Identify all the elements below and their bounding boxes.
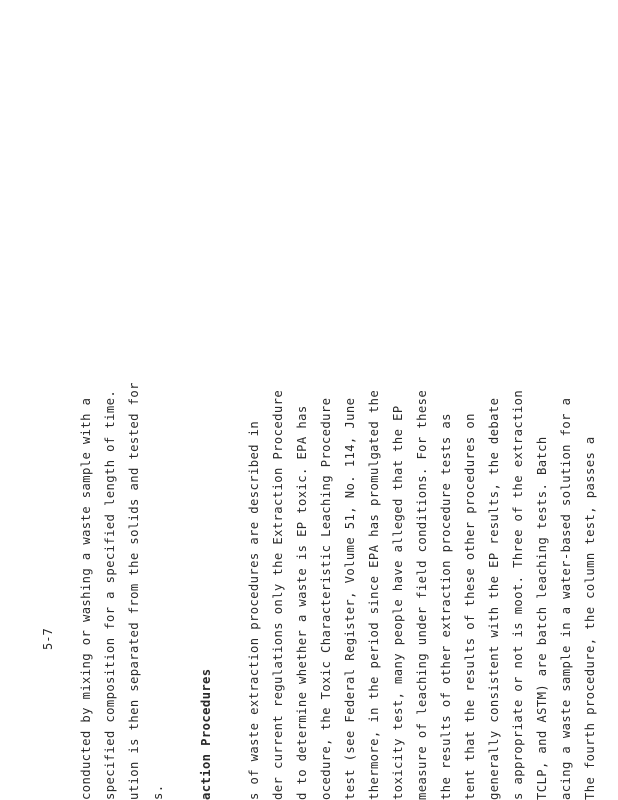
paragraph-1-line-4: s.: [151, 784, 165, 800]
section-heading: action Procedures: [199, 668, 213, 800]
paragraph-2-line-14: acing a waste sample in a water-based solution for a: [559, 397, 573, 800]
paragraph-2-line-10: tent that the results of these other procedures on: [463, 413, 477, 800]
paragraph-2-line-12: s appropriate or not is moot. Three of the extraction: [511, 389, 525, 800]
page-number: 5-7: [41, 628, 55, 650]
paragraph-2-line-6: thermore, in the period since EPA has promulgated the: [367, 389, 381, 800]
paragraph-2-line-7: toxicity test, many people have alleged that the EP: [391, 405, 405, 800]
paragraph-2-line-2: der current regulations only the Extraction Procedure: [271, 389, 285, 800]
paragraph-2-line-11: generally consistent with the EP results, the debate: [487, 397, 501, 800]
paragraph-2-line-1: s of waste extraction procedures are described in: [247, 420, 261, 800]
paragraph-2-line-8: measure of leaching under field conditions. For these: [415, 389, 429, 800]
paragraph-2-line-9: the results of other extraction procedure tests as: [439, 413, 453, 800]
paragraph-2-line-3: d to determine whether a waste is EP toxic. EPA has: [295, 405, 309, 800]
paragraph-1-line-2: specified composition for a specified length of time.: [103, 389, 117, 800]
paragraph-2-line-15: The fourth procedure, the column test, passes a: [583, 436, 597, 800]
paragraph-2-line-13: TCLP, and ASTM) are batch leaching tests. Batch: [535, 436, 549, 800]
paragraph-1-line-3: ution is then separated from the solids and tested for: [127, 382, 141, 800]
paragraph-2-line-5: test (see Federal Register, Volume 51, No. 114, June: [343, 397, 357, 800]
paragraph-2-line-4: ocedure, the Toxic Characteristic Leaching Procedure: [319, 397, 333, 800]
paragraph-1-line-1: conducted by mixing or washing a waste sample with a: [79, 397, 93, 800]
